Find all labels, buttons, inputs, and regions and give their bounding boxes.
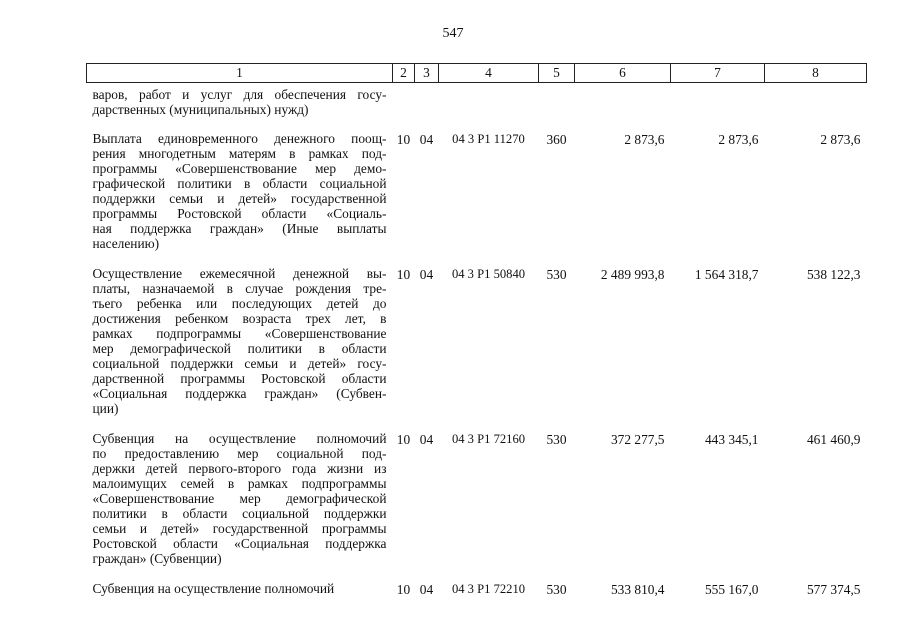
description-line: ции) — [92, 401, 119, 416]
description-line: программы «Совершенствование мер демо- — [92, 161, 387, 176]
amount-col-8: 2 873,6 — [820, 132, 861, 147]
expense-type-code — [539, 83, 575, 132]
header-col-8: 8 — [765, 64, 867, 83]
description-line: тьего ребенка или последующих детей до — [92, 296, 387, 311]
subsection-code: 04 — [419, 132, 434, 147]
description-line: политики в области социальной поддержки — [92, 506, 387, 521]
table-row — [87, 431, 867, 581]
subsection-code — [415, 83, 439, 132]
table-body — [87, 83, 867, 613]
amount-col-7 — [671, 83, 765, 132]
amount-col-8 — [765, 83, 867, 132]
description-line: социальной поддержки семьи и детей» госу- — [92, 356, 387, 371]
expense-type-code: 530 — [546, 267, 567, 282]
table-row — [87, 581, 867, 612]
target-article-code: 04 3 P1 72160 — [451, 432, 526, 446]
description-line: Ростовской области «Социальная поддержка — [92, 536, 387, 551]
amount-col-7: 1 564 318,7 — [694, 267, 759, 282]
description-line: населению) — [92, 236, 160, 251]
row-description — [87, 431, 393, 581]
subsection-code: 04 — [419, 267, 434, 282]
amount-col-6: 533 810,4 — [610, 582, 665, 597]
description-line: держки детей первого-второго года жизни из — [92, 461, 387, 476]
section-code: 10 — [396, 582, 411, 597]
amount-col-8: 577 374,5 — [806, 582, 861, 597]
amount-col-6: 2 873,6 — [624, 132, 665, 147]
description-line: мер демографической политики в области — [92, 341, 387, 356]
description-line: дарственных (муниципальных) нужд) — [92, 102, 309, 117]
section-code: 10 — [396, 132, 411, 147]
subsection-code: 04 — [419, 582, 434, 597]
section-code: 10 — [396, 267, 411, 282]
amount-col-6: 2 489 993,8 — [600, 267, 665, 282]
header-col-3: 3 — [415, 64, 439, 83]
expense-type-code: 360 — [546, 132, 567, 147]
header-col-1: 1 — [87, 64, 393, 83]
row-description — [87, 266, 393, 431]
amount-col-6 — [575, 83, 671, 132]
target-article-code: 04 3 P1 72210 — [451, 582, 526, 596]
description-line: платы, назначаемой в случае рождения тре- — [92, 281, 387, 296]
expense-type-code: 530 — [546, 582, 567, 597]
budget-table — [86, 63, 867, 612]
description-line: малоимущих семей в рамках подпрограммы — [92, 476, 387, 491]
header-col-5: 5 — [539, 64, 575, 83]
target-article-code: 04 3 P1 50840 — [451, 267, 526, 281]
description-line: «Социальная поддержка граждан» (Субвен- — [92, 386, 387, 401]
description-line: программы Ростовской области «Социаль- — [92, 206, 387, 221]
header-col-7: 7 — [671, 64, 765, 83]
expense-type-code: 530 — [546, 432, 567, 447]
description-line: Субвенция на осуществление полномочий — [92, 581, 335, 596]
amount-col-7: 443 345,1 — [704, 432, 759, 447]
amount-col-8: 461 460,9 — [806, 432, 861, 447]
description-line: Субвенция на осуществление полномочий — [92, 431, 387, 446]
page-number: 547 — [442, 26, 464, 41]
header-col-2: 2 — [393, 64, 415, 83]
amount-col-7: 2 873,6 — [718, 132, 759, 147]
description-line: Выплата единовременного денежного поощ- — [92, 131, 387, 146]
header-col-6: 6 — [575, 64, 671, 83]
target-article-code — [439, 83, 539, 132]
row-description — [87, 83, 393, 132]
description-line: по предоставлению мер социальной под- — [92, 446, 387, 461]
amount-col-7: 555 167,0 — [704, 582, 759, 597]
description-line: графической политики в области социальной — [92, 176, 387, 191]
subsection-code: 04 — [419, 432, 434, 447]
table-row — [87, 83, 867, 132]
table-row — [87, 266, 867, 431]
row-description — [87, 581, 393, 612]
row-description — [87, 131, 393, 266]
amount-col-8: 538 122,3 — [806, 267, 861, 282]
description-line: варов, работ и услуг для обеспечения госу- — [92, 87, 387, 102]
description-line: достижения ребенком возраста трех лет, в — [92, 311, 387, 326]
target-article-code: 04 3 P1 11270 — [452, 132, 525, 146]
description-line: «Совершенствование мер демографической — [92, 491, 387, 506]
amount-col-6: 372 277,5 — [610, 432, 665, 447]
description-line: семьи и детей» государственной программы — [92, 521, 387, 536]
header-row — [87, 64, 867, 83]
description-line: Осуществление ежемесячной денежной вы- — [92, 266, 387, 281]
description-line: рения многодетным матерям в рамках под- — [92, 146, 387, 161]
description-line: граждан» (Субвенции) — [92, 551, 222, 566]
table-row — [87, 131, 867, 266]
header-col-4: 4 — [439, 64, 539, 83]
description-line: поддержки семьи и детей» государственной — [92, 191, 387, 206]
section-code: 10 — [396, 432, 411, 447]
section-code — [393, 83, 415, 132]
description-line: рамках подпрограммы «Совершенствование — [92, 326, 387, 341]
description-line: ная поддержка граждан» (Иные выплаты — [92, 221, 387, 236]
description-line: дарственной программы Ростовской области — [92, 371, 387, 386]
